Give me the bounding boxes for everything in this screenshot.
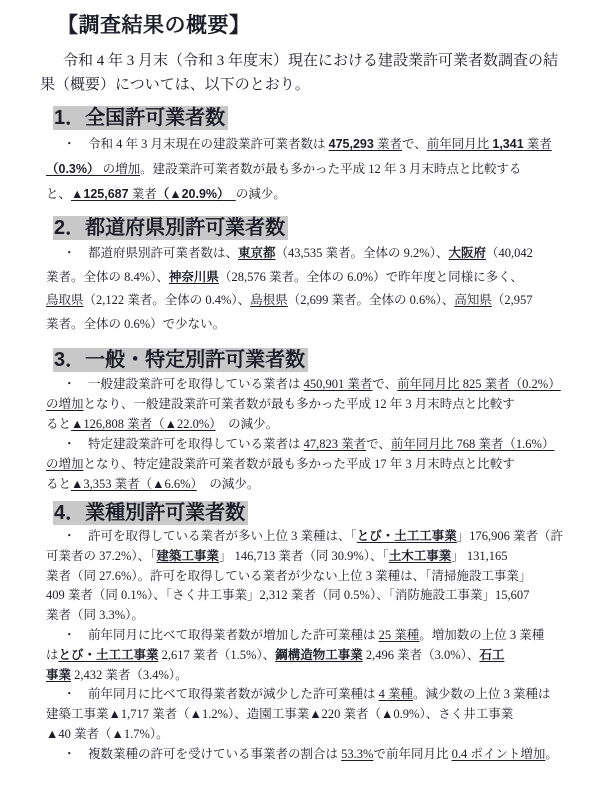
emphasis-text: ▲3,353 業者（▲6.6%）	[71, 477, 197, 491]
emphasis-text: 大阪府	[448, 246, 486, 260]
section-heading	[53, 501, 612, 525]
text-segment: 409 業者（同 0.1%）、「さく井工事業」2,312 業者（同 0.5%）、「消防施設工事業」15,607	[46, 588, 530, 603]
bullet-paragraph	[46, 132, 578, 207]
text-segment: となり、特定建設業許可業者数が最も多かった平成 17 年 3 月末時点と比較す	[83, 457, 515, 471]
section-heading-text: 1．全国許可業者数	[53, 106, 228, 130]
text-segment: 果（概要）については、以下のとおり。	[40, 77, 310, 93]
emphasis-text: 業者	[523, 137, 552, 151]
section-by-prefecture	[0, 216, 612, 336]
text-segment: 。増加数の上位 3 業種	[419, 627, 545, 642]
text-segment: 」 146,713 業者（同 30.9%）、「	[218, 548, 389, 563]
section-heading	[53, 216, 612, 240]
text-segment: （2,122 業者。全体の 0.4%）、	[83, 293, 251, 307]
text-segment: 」176,906 業者（許	[456, 529, 564, 543]
text-segment: ▲40 業者（▲1.7%）。	[46, 726, 169, 741]
text-segment: の減少。	[215, 417, 279, 431]
emphasis-text: 1,341	[492, 137, 524, 151]
section-bullets	[0, 374, 612, 494]
text-segment: で前年同月比	[373, 746, 452, 761]
emphasis-text: 前年同月比 768 業者（1.6%）	[390, 437, 555, 451]
emphasis-text: 土木工事業	[388, 548, 452, 563]
emphasis-text: 53.3%	[341, 746, 374, 761]
text-segment: で、	[401, 137, 427, 151]
emphasis-text: とび・土工工事業	[58, 647, 159, 662]
text-segment: ・ 特定建設業許可を取得している業者は	[63, 437, 304, 451]
text-segment: 業者。全体の 0.6%）で少ない。	[46, 316, 226, 331]
text-segment: は	[46, 647, 59, 662]
text-segment: 業者（同 3.3%）。	[46, 608, 144, 623]
emphasis-text: 高知県	[454, 293, 492, 307]
text-segment: ・ 都道府県別許可業者数は、	[63, 246, 239, 260]
text-segment: 2,617 業者（1.5%）、	[158, 647, 276, 662]
text-segment: 。減少数の上位 3 業種は	[413, 687, 551, 702]
section-heading-text: 3．一般・特定別許可業者数	[53, 348, 308, 372]
emphasis-text: 業者	[373, 137, 402, 151]
emphasis-text: 石工	[479, 647, 505, 662]
text-segment: の減少。	[235, 187, 286, 201]
emphasis-text	[223, 187, 236, 201]
emphasis-text: とび・土工工事業	[356, 529, 457, 543]
emphasis-text: の増加	[99, 162, 141, 176]
text-segment: （43,535 業者。全体の 9.2%）、	[275, 246, 449, 260]
emphasis-text: （0.3%）	[46, 162, 100, 176]
emphasis-text: 450,901 業者	[303, 377, 373, 391]
emphasis-text: 事業	[46, 667, 72, 682]
text-segment: ・ 一般建設業許可を取得している業者は	[63, 377, 304, 391]
bullet-paragraph	[46, 527, 578, 626]
section-national-totals	[0, 106, 612, 207]
text-segment: 。建設業許可業者数が最も多かった平成 12 年 3 月末時点と比較する	[140, 162, 522, 176]
section-heading	[53, 348, 612, 372]
intro-text	[40, 49, 570, 97]
text-segment: ・ 前年同月に比べて取得業者数が増加した許可業種は	[63, 627, 379, 642]
section-heading	[53, 106, 612, 130]
emphasis-text: 4 業種	[378, 687, 414, 702]
emphasis-text: 建築工事業	[156, 548, 219, 563]
emphasis-text: の増加	[46, 457, 84, 471]
section-by-industry	[0, 501, 612, 765]
bullet-paragraph	[46, 745, 578, 765]
section-general-special	[0, 348, 612, 494]
emphasis-text: 神奈川県	[168, 269, 219, 284]
emphasis-text: 47,823 業者	[303, 437, 367, 451]
text-segment: 可業者の 37.2%）、「	[46, 548, 157, 563]
emphasis-text: 業者	[128, 187, 157, 201]
text-segment: 建築工事業▲1,717 業者（▲1.2%）、造園工事業▲220 業者（▲0.9%）、さく井工事業	[46, 707, 514, 722]
text-segment: ると	[46, 477, 72, 491]
emphasis-text: 前年同月比 825 業者（0.2%）	[397, 377, 561, 391]
emphasis-text: の増加	[46, 397, 84, 411]
text-segment: 2,496 業者（3.0%）、	[362, 647, 480, 662]
text-segment: ・ 許可を取得している業者が多い上位 3 業種は、「	[63, 529, 357, 543]
document-title: 【調査結果の概要】	[57, 14, 251, 37]
text-segment: ると	[46, 417, 72, 431]
text-segment: （28,576 業者。全体の 6.0%）で昨年度と同様に多く、	[218, 269, 523, 284]
bullet-paragraph	[46, 242, 578, 336]
section-bullets	[0, 242, 612, 336]
text-segment: の減少。	[196, 477, 260, 491]
emphasis-text: 0.4 ポイント増加	[451, 746, 546, 761]
emphasis-text: 東京都	[238, 246, 276, 260]
text-segment: 業者。全体の 8.4%）、	[46, 269, 169, 284]
emphasis-text: 島根県	[250, 293, 288, 307]
section-heading-text: 2．都道府県別許可業者数	[53, 216, 288, 240]
text-segment: 令和 4 年 3 月末（令和 3 年度末）現在における建設業許可業者数調査の結	[48, 53, 559, 69]
section-heading-text: 4．業種別許可業者数	[53, 501, 248, 525]
text-segment: （2,957	[491, 293, 533, 307]
bullet-paragraph	[46, 626, 578, 685]
text-segment: と、	[46, 187, 72, 201]
bullet-paragraph	[46, 374, 578, 434]
emphasis-text: ▲126,808 業者（▲22.0%）	[71, 417, 216, 431]
text-segment: 2,432 業者（3.4%）。	[71, 667, 188, 682]
text-segment: で、	[366, 437, 391, 451]
bullet-paragraph	[46, 434, 578, 494]
section-bullets	[0, 132, 612, 207]
emphasis-text: 475,293	[328, 137, 374, 151]
text-segment: 」 131,165	[451, 548, 508, 563]
emphasis-text: 鳥取県	[46, 293, 84, 307]
text-segment: （2,699 業者。全体の 0.6%）、	[287, 293, 455, 307]
text-segment: ・ 前年同月に比べて取得業者数が減少した許可業種は	[63, 687, 379, 702]
emphasis-text: ▲125,687	[71, 187, 129, 201]
emphasis-text: 鋼構造物工事業	[275, 647, 363, 662]
text-segment: 業者（同 27.6%）。許可を取得している業者が少ない上位 3 業種は、「清掃施設工事業」	[46, 568, 532, 583]
text-segment: となり、一般建設業許可業者数が最も多かった平成 12 年 3 月末時点と比較す	[83, 397, 515, 411]
text-segment: （40,042	[485, 246, 533, 260]
emphasis-text: （▲20.9%）	[156, 187, 224, 201]
emphasis-text: 25 業種	[378, 627, 420, 642]
text-segment: ・ 複数業種の許可を受けている事業者の割合は	[63, 746, 342, 761]
intro-paragraph	[0, 49, 612, 97]
text-segment: 。	[545, 746, 558, 761]
text-segment: で、	[372, 377, 398, 391]
bullet-paragraph	[46, 685, 578, 744]
emphasis-text: 前年同月比	[426, 137, 493, 151]
text-segment: ・ 令和 4 年 3 月末現在の建設業許可業者数は	[63, 137, 329, 151]
section-bullets	[0, 527, 612, 765]
